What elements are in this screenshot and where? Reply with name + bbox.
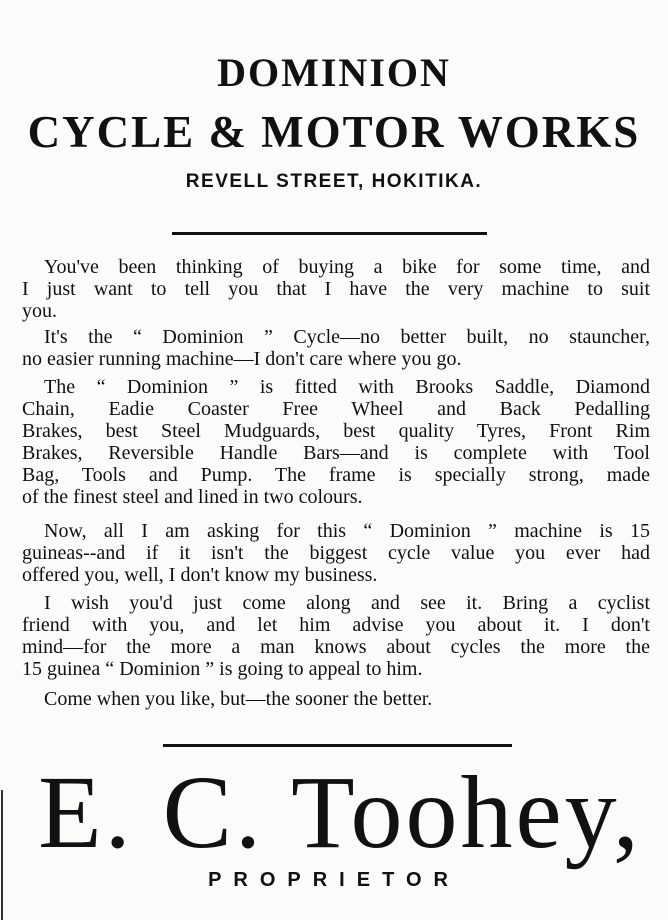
body-line: Chain, Eadie Coaster Free Wheel and Back Pedalling	[22, 398, 650, 420]
body-line: mind—for the more a man knows about cycles the more the	[22, 636, 650, 658]
body-line: offered you, well, I don't know my business.	[22, 564, 378, 586]
body-line: no easier running machine—I don't care where you go.	[22, 348, 462, 370]
body-line: 15 guinea “ Dominion ” is going to appeal to him.	[22, 658, 423, 680]
proprietor-name: E. C. Toohey,	[38, 755, 642, 870]
body-line: Brakes, Reversible Handle Bars—and is complete with Tool	[22, 442, 650, 464]
body-line: I wish you'd just come along and see it. Bring a cyclist	[44, 592, 650, 614]
body-line: Come when you like, but—the sooner the better.	[44, 688, 433, 710]
body-line: Now, all I am asking for this “ Dominion ” machine is 15	[44, 520, 650, 542]
body-line: friend with you, and let him advise you about it. I don't	[22, 614, 650, 636]
body-line: It's the “ Dominion ” Cycle—no better built, no stauncher,	[44, 326, 650, 348]
body-line: The “ Dominion ” is fitted with Brooks Saddle, Diamond	[44, 376, 650, 398]
body-line: You've been thinking of buying a bike for some time, and	[44, 256, 650, 278]
body-line: guineas--and if it isn't the biggest cycle value you ever had	[22, 542, 650, 564]
body-line: of the finest steel and lined in two colours.	[22, 486, 363, 508]
address: REVELL STREET, HOKITIKA.	[185, 171, 483, 192]
divider-top	[172, 232, 487, 235]
body-line: I just want to tell you that I have the very machine to suit	[22, 278, 650, 300]
proprietor-label: PROPRIETOR	[208, 869, 460, 891]
business-name-heading: DOMINION	[217, 50, 451, 95]
body-line: you.	[22, 300, 57, 322]
body-line: Bag, Tools and Pump. The frame is specially strong, made	[22, 464, 650, 486]
divider-bottom	[163, 744, 512, 747]
body-line: Brakes, best Steel Mudguards, best quality Tyres, Front Rim	[22, 420, 650, 442]
business-subtitle-heading: CYCLE & MOTOR WORKS	[27, 107, 641, 157]
